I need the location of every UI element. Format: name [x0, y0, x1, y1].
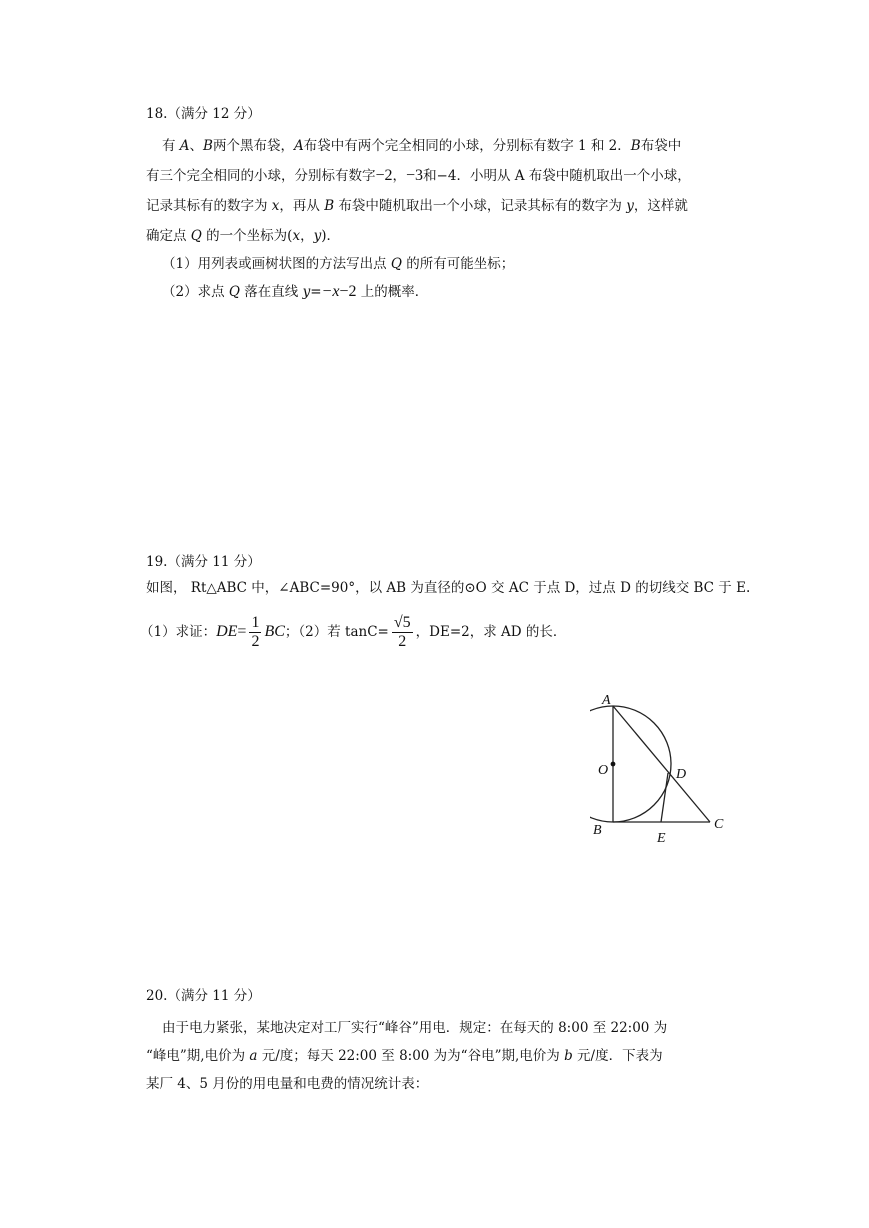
q20-line-2: “峰电”期,电价为 a 元/度；每天 22:00 至 8:00 为为“谷电”期,电价为 b 元/度．下表为	[146, 1048, 663, 1064]
geometry-figure	[590, 688, 740, 850]
fraction-one-half: $\frac{1}{2}$	[251, 614, 260, 650]
q19-parts: （1）求证：DE= $\frac{1}{2}$ BC；（2）若 tanC= $\frac{√5}{2}$ ，DE=2，求 AD 的长．	[140, 614, 567, 650]
label-c: C	[714, 817, 724, 832]
q20-line-3: 某厂 4、5 月份的用电量和电费的情况统计表：	[146, 1076, 429, 1092]
q18-heading: 18.（满分 12 分）	[146, 106, 261, 122]
q19-heading: 19.（满分 11 分）	[146, 554, 261, 570]
q18-line-2: 有三个完全相同的小球，分别标有数字−2，−3和−4．小明从 A 布袋中随机取出一个小球，	[146, 167, 691, 184]
q18-line-3: 记录其标有的数字为 x，再从 B 布袋中随机取出一个小球，记录其标有的数字为 y，这样就	[146, 198, 688, 214]
segment-ac	[613, 706, 710, 822]
q20-heading: 20.（满分 11 分）	[146, 988, 261, 1004]
segment-de	[661, 773, 668, 822]
q18-line-1: 有 A、B两个黑布袋，A布袋中有两个完全相同的小球，分别标有数字 1 和 2．B布袋中	[162, 138, 682, 154]
q19-line-1: 如图， Rt△ABC 中，∠ABC=90°，以 AB 为直径的⊙O 交 AC 于点 D，过点 D 的切线交 BC 于 E.	[146, 580, 751, 596]
label-e: E	[657, 831, 666, 846]
q18-part-2: （2）求点 Q 落在直线 y=−x−2 上的概率．	[162, 283, 429, 300]
label-o: O	[598, 763, 609, 778]
q18-line-4: 确定点 Q 的一个坐标为(x，y)．	[146, 228, 340, 244]
label-b: B	[593, 823, 602, 838]
center-point-o	[611, 762, 616, 767]
fraction-sqrt5-over-2: $\frac{√5}{2}$	[393, 614, 411, 650]
label-d: D	[676, 767, 687, 782]
q18-part-1: （1）用列表或画树状图的方法写出点 Q 的所有可能坐标；	[162, 256, 515, 272]
q20-line-1: 由于电力紧张，某地决定对工厂实行“峰谷”用电．规定：在每天的 8:00 至 22:00 为	[162, 1020, 668, 1036]
label-a: A	[602, 693, 611, 708]
